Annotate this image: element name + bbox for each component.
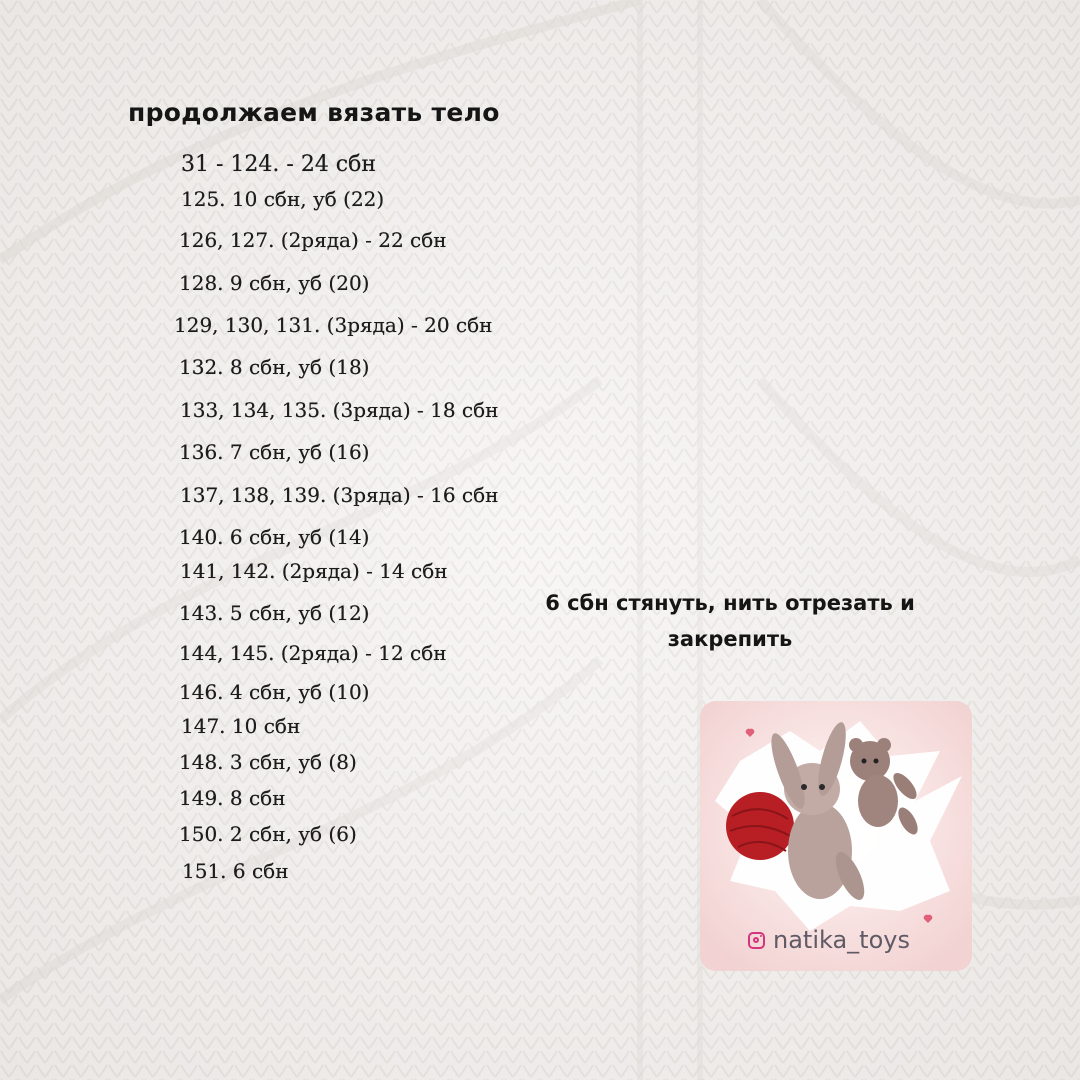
pattern-row: 150. 2 сбн, уб (6) — [179, 822, 357, 846]
pattern-row: 128. 9 сбн, уб (20) — [179, 271, 370, 295]
pattern-row: 125. 10 сбн, уб (22) — [181, 187, 385, 211]
pattern-row: 129, 130, 131. (3ряда) - 20 сбн — [174, 313, 493, 337]
pattern-row: 151. 6 сбн — [182, 859, 289, 883]
pattern-row: 147. 10 сбн — [181, 714, 301, 738]
pattern-row: 137, 138, 139. (3ряда) - 16 сбн — [180, 483, 499, 507]
pattern-row: 149. 8 сбн — [179, 786, 286, 810]
pattern-row: 146. 4 сбн, уб (10) — [179, 680, 370, 704]
pattern-row: 126, 127. (2ряда) - 22 сбн — [179, 228, 447, 252]
pattern-row: 31 - 124. - 24 сбн — [181, 152, 377, 177]
pattern-row: 143. 5 сбн, уб (12) — [179, 601, 370, 625]
pattern-row: 132. 8 сбн, уб (18) — [179, 355, 370, 379]
page-title: продолжаем вязать тело — [128, 98, 500, 127]
instagram-handle — [748, 926, 910, 954]
pattern-row: 133, 134, 135. (3ряда) - 18 сбн — [180, 398, 499, 422]
finishing-instruction: 6 сбн стянуть, нить отрезать и закрепить — [545, 591, 915, 651]
pattern-row: 148. 3 сбн, уб (8) — [179, 750, 357, 774]
pattern-row: 140. 6 сбн, уб (14) — [179, 525, 370, 549]
handle-text: natika_toys — [773, 926, 910, 954]
instagram-icon — [748, 932, 765, 949]
pattern-row: 136. 7 сбн, уб (16) — [179, 440, 370, 464]
pattern-row: 141, 142. (2ряда) - 14 сбн — [180, 559, 448, 583]
pattern-row: 144, 145. (2ряда) - 12 сбн — [179, 641, 447, 665]
